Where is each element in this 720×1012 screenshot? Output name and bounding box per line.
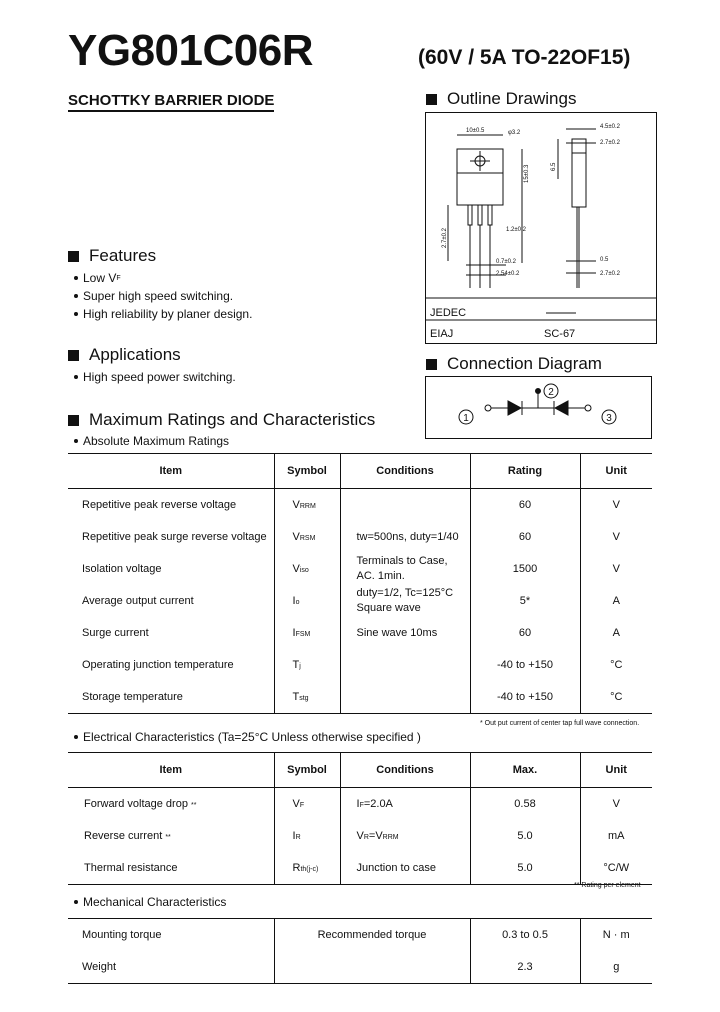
symbol-cell: Tj [274, 649, 340, 681]
outline-heading [426, 89, 576, 109]
ratings-heading [68, 410, 375, 430]
bullet-icon [74, 439, 78, 443]
max-cell: 0.58 [470, 788, 580, 821]
col-item: Item [68, 454, 274, 489]
section-square-icon [68, 251, 79, 262]
electrical-footnote: ** Rating per element [574, 882, 641, 889]
feature-item: Low V F [74, 271, 121, 285]
bullet-icon [74, 294, 78, 298]
device-type-heading: SCHOTTKY BARRIER DIODE [68, 92, 274, 112]
feature-item: High reliability by planer design. [74, 307, 252, 321]
condition-cell: Sine wave 10ms [340, 617, 470, 649]
application-item: High speed power switching. [74, 370, 236, 384]
condition-cell [340, 649, 470, 681]
unit-cell: A [612, 595, 620, 607]
symbol-cell: IFSM [274, 617, 340, 649]
applications-heading [68, 345, 181, 365]
electrical-body [68, 788, 652, 885]
electrical-row [68, 788, 652, 821]
mechanical-heading: Mechanical Characteristics [74, 895, 226, 909]
symbol-cell: VF [274, 788, 340, 821]
item-cell: Isolation voltage [68, 553, 274, 585]
features-heading [68, 246, 156, 266]
item-cell: Repetitive peak reverse voltage [68, 489, 274, 522]
ratings-row [68, 521, 652, 553]
dim-pin07: 0.7±0.2 [496, 259, 516, 265]
applications-heading-text: Applications [89, 345, 181, 364]
condition-cell: VR=VRRM [340, 820, 470, 852]
value-cell: 2.3 [470, 951, 580, 984]
mechanical-row [68, 951, 652, 984]
rating-cell: 60 [470, 617, 580, 649]
connection-diagram-box [425, 376, 652, 439]
item-cell: Weight [68, 951, 274, 984]
unit-cell: °C [610, 659, 623, 671]
symbol-cell: VRRM [274, 489, 340, 522]
condition-cell: Terminals to Case, AC. 1min. [340, 553, 470, 585]
rating-cell: 60 [470, 521, 580, 553]
col-unit: Unit [580, 753, 652, 788]
condition-cell [340, 489, 470, 522]
section-square-icon [426, 94, 437, 105]
electrical-heading: Electrical Characteristics (Ta=25°C Unless otherwise specified ) [74, 730, 421, 744]
bullet-icon [74, 375, 78, 379]
unit-cell: °C [580, 681, 652, 714]
ratings-row [68, 585, 652, 617]
ratings-row [68, 617, 652, 649]
col-max: Max. [470, 753, 580, 788]
rating-cell: 1500 [470, 553, 580, 585]
bullet-icon [74, 312, 78, 316]
dim-pitch: 2.54±0.2 [496, 271, 520, 277]
condition-cell [274, 951, 470, 984]
electrical-row [68, 852, 652, 885]
symbol-cell: Rth(j-c) [274, 852, 340, 885]
electrical-table [68, 752, 652, 885]
item-cell: Surge current [68, 617, 274, 649]
section-square-icon [68, 415, 79, 426]
condition-cell: IF=2.0A [340, 788, 470, 821]
outline-drawing-box [425, 112, 657, 344]
dim-side-l: 2.7±0.2 [442, 228, 448, 248]
connection-heading-text: Connection Diagram [447, 354, 602, 373]
mechanical-body [68, 919, 652, 984]
unit-cell: g [580, 951, 652, 984]
rating-package-subtitle: (60V / 5A TO-22OF15) [418, 46, 631, 69]
part-number-title: YG801C06R [68, 26, 313, 75]
col-unit: Unit [580, 454, 652, 489]
ratings-row [68, 489, 652, 522]
dim-pin12: 1.2±0.2 [506, 227, 526, 233]
col-symbol: Symbol [274, 454, 340, 489]
unit-cell: °C/W [580, 852, 652, 885]
outline-heading-text: Outline Drawings [447, 89, 577, 108]
electrical-row [68, 820, 652, 852]
condition-cell: Junction to case [340, 852, 470, 885]
rating-cell: -40 to +150 [470, 681, 580, 714]
unit-cell: V [612, 563, 620, 575]
item-cell: Repetitive peak surge reverse voltage [68, 521, 274, 553]
unit-cell: V [612, 531, 620, 543]
jedec-label: JEDEC [430, 307, 467, 319]
ratings-body [68, 489, 652, 714]
item-cell: Reverse current ** [68, 820, 274, 852]
dual-diode-schematic [426, 377, 651, 438]
dim-l15: 15±0.3 [524, 164, 530, 183]
bullet-icon [74, 735, 78, 739]
section-square-icon [68, 350, 79, 361]
features-heading-text: Features [89, 246, 157, 265]
unit-cell: V [612, 499, 620, 511]
ratings-footnote: * Out put current of center tap full wave connection. [480, 720, 640, 727]
symbol-cell: Viso [274, 553, 340, 585]
symbol-cell: Tstg [274, 681, 340, 714]
mechanical-row [68, 919, 652, 952]
pin-3-label: 3 [606, 413, 612, 424]
unit-cell: N · m [602, 929, 630, 941]
col-item: Item [68, 753, 274, 788]
symbol-cell: VRSM [274, 521, 340, 553]
pin-1-label: 1 [463, 413, 469, 424]
unit-cell: mA [608, 830, 625, 842]
item-cell: Forward voltage drop ** [68, 788, 274, 821]
col-symbol: Symbol [274, 753, 340, 788]
dim-h65: 6.5 [551, 162, 557, 171]
condition-cell [340, 681, 470, 714]
dim-lead05: 0.5 [600, 257, 609, 263]
eiaj-value: SC-67 [544, 328, 576, 340]
connection-heading [426, 354, 602, 374]
unit-cell: A [612, 627, 620, 639]
bullet-icon [74, 276, 78, 280]
col-conditions: Conditions [340, 454, 470, 489]
ratings-heading-text: Maximum Ratings and Characteristics [89, 410, 376, 429]
symbol-cell: IR [274, 820, 340, 852]
dim-width: 10±0.5 [466, 128, 485, 134]
pin-2-label: 2 [548, 387, 554, 398]
item-cell: Operating junction temperature [68, 649, 274, 681]
ratings-row [68, 681, 652, 714]
col-rating: Rating [470, 454, 580, 489]
feature-item: Super high speed switching. [74, 289, 233, 303]
dim-hole: φ3.2 [508, 130, 521, 136]
dim-t45: 4.5±0.2 [600, 124, 620, 130]
item-cell: Mounting torque [68, 919, 274, 952]
rating-cell: 60 [470, 489, 580, 522]
item-cell: Storage temperature [68, 681, 274, 714]
dim-lead27: 2.7±0.2 [600, 271, 620, 277]
col-conditions: Conditions [340, 753, 470, 788]
unit-cell: V [612, 798, 620, 810]
item-cell: Thermal resistance [68, 852, 274, 885]
abs-max-ratings-table [68, 453, 652, 714]
rating-cell: 5* [470, 585, 580, 617]
rating-cell: -40 to +150 [470, 649, 580, 681]
symbol-cell: Io [274, 585, 340, 617]
section-square-icon [426, 359, 437, 370]
condition-cell: duty=1/2, Tc=125°C Square wave [340, 585, 470, 617]
bullet-icon [74, 900, 78, 904]
eiaj-label: EIAJ [430, 328, 454, 340]
item-cell: Average output current [68, 585, 274, 617]
value-cell: 0.3 to 0.5 [470, 919, 580, 952]
condition-cell: tw=500ns, duty=1/40 [340, 521, 470, 553]
max-cell: 5.0 [470, 820, 580, 852]
mechanical-table [68, 918, 652, 984]
dim-t27: 2.7±0.2 [600, 140, 620, 146]
abs-max-subheading: Absolute Maximum Ratings [74, 434, 229, 448]
condition-cell: Recommended torque [274, 919, 470, 952]
ratings-row [68, 553, 652, 585]
ratings-row [68, 649, 652, 681]
max-cell: 5.0 [470, 852, 580, 885]
